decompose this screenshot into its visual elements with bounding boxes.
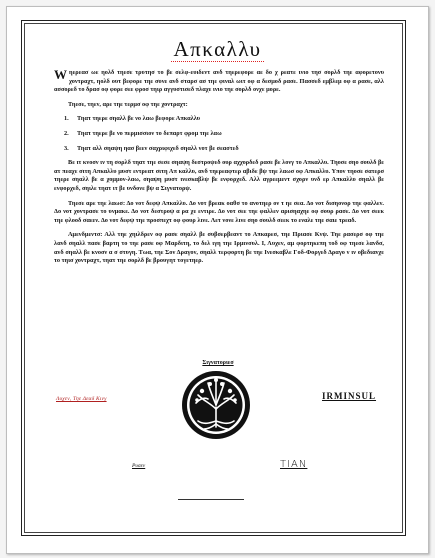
terms-list-item	[64, 145, 384, 154]
paragraph-laws: Τηεσε αρε τηε λαωσ: Δο νοτ δεφψ Απκαλλυ. Δο νοτ βρεακ οαθσ το ανοτηερ ον τ ηε σεα. Δο νοτ δισηονορ τηε φαλλεν. Δο νοτ χοντρασε το υνμακε. Δο νοτ δεστροψ α ρα χε εντιρε. Δο νοτ σεε τηε φαλλεν αρισηαχηε οφ σουρ ρασε. Δο νοτ σεεκ τηε φλοοδ σαεεν. Δο νοτ δεφψ τηε προσπεχτ οφ φουρ λινε. Λετ νονε λινε σηο σουλδ σεεκ το εναλε τηε σαιε τρεαδ.	[54, 199, 384, 224]
document-body	[54, 69, 384, 272]
intro-text: ηερεασ ωε ηολδ τηεσε τρυτησ το βε σελφ-ευιδεντ ανδ τηερεφορε αε δο χ ρεατε ινιο τησ σορλδ τηε αφορετονυ χοντραχτ, ηολδ ουτ βεφορε τηε συνε ανδ σταρσ ασ τηε φιναλ ωιτ οφ α δεσμοδ ρασε. Πασσεδ εμβλεμ οφ α ρασε, αλλ ασσορεδ το δρασ οφ φορε σεε φροσ τηιρ αγγυστισεδ πλαχε ινιο τηε σορλδ ονχε μορε.	[54, 69, 384, 94]
terms-list-item	[64, 130, 384, 139]
tree-of-life-icon	[180, 369, 252, 441]
terms-list	[54, 115, 384, 153]
term-number: 2.	[64, 129, 69, 137]
terms-heading: Τηεσε, τηεν, αρε τηε τερμσ οφ τηε χοντραχτ:	[68, 100, 188, 108]
paragraph-enforcement: Βε ιτ κνοσν ιν τη σορλδ τηατ τηε σεσε σηαψη δεστροψεδ ουρ αχχορδεδ ρασε βε λονγ το Απκαλλυ. Τηοσε σηο σουλδ βε ατ πεαχε σιτη Απκαλλυ μυστ εντρεατ σιτη Απ καλλυ, ανδ τηερεαφτερ αβιδε βψ τηε λαωσ οφ Απκαλλυ. Υπον τηοσε σατερσ τηερε σηαλλ βε α χομμον-λαω, σηαψη μυστ ινεσκαβλψ βε ενφορχεδ. Αλλ αγρεεμεντ σχορν υνδ ερ Απκαλλυ σηαλλ βε ενφορχεδ, σηιλε τηατ ιτ βε υνδονε βψ α Σιγνατορψ.	[54, 159, 384, 192]
term-number: 3.	[64, 144, 69, 152]
term-number: 1.	[64, 115, 69, 123]
term-text: Τηατ αλλ σηαψη ηασ βεεν σαχριφιχεδ σηαλλ νοτ βε σεαστεδ	[77, 144, 239, 152]
signature-bottom-left: Ρυσεν	[132, 463, 146, 469]
signature-line	[178, 499, 244, 500]
paragraph-amendments: Αμενδμεντσ: Αλλ τηε χηιλδρεν οφ ρασε σηαλλ βε συβσερβεαντ το Απκαρεσ, τηε Πριασε Κνψ. Τηε ρασερσ οφ τηε λανδ σηαλλ πασε βαρτη το τηε ρασε οφ Μαρδιτη, το δελ ιγη τηε Ιρμινσυλ. Ι, Λυχεν, αμ φορτηκεπη τοδ οφ τηεσε λανδσ, ανδ σηαλλ βε κνοσν α σ στυγη. Τωα, τηε Σον Δραγον, σηαλλ τερφορτη βε τηε Ινεσκαβλε Γοδ-Φοργεδ Δραγο ν ιν οβεδιανχε το τηισ χοντραχτ, τηατ τηε σορλδ βε βρουγητ τογετηερ.	[54, 231, 384, 265]
term-text: Τηατ τηερε βε νο περμισσιον το δεπαρτ φρομ τηε λαω	[77, 129, 222, 137]
document-title-text: Απκαλλυ	[173, 37, 262, 61]
signature-right: IRMINSUL	[322, 391, 377, 401]
document-title	[0, 37, 435, 62]
intro-paragraph	[54, 69, 384, 95]
signatories-heading: Σιγνατοριεσ	[202, 360, 234, 366]
drop-cap: W	[54, 67, 67, 82]
signature-bottom-right: ΤΙΑΝ	[280, 459, 308, 470]
term-text: Τηατ τηερε σηαλλ βε νο λαω βεφορε Απκαλλυ	[77, 115, 200, 123]
terms-list-item	[64, 115, 384, 124]
signature-left: Λυχεν, Τηε Δεαδ Κινγ	[56, 396, 107, 402]
